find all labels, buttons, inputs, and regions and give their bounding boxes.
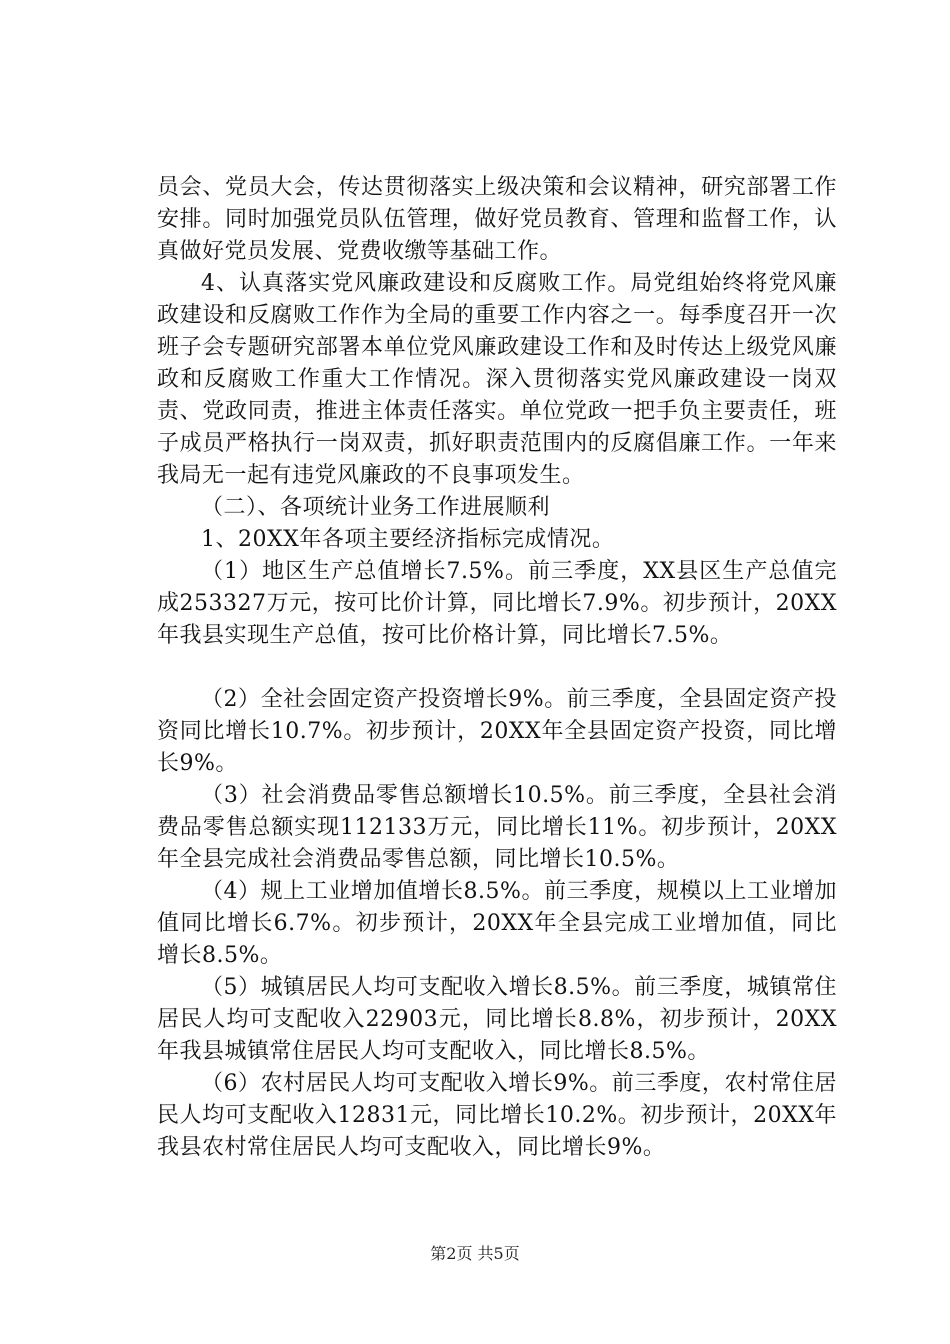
paragraph-item-4: 4、认真落实党风廉政建设和反腐败工作。局党组始终将党风廉政建设和反腐败工作作为全局的重要工作内容之一。每季度召开一次班子会专题研究部署本单位党风廉政建设工作和及时传达上级党风廉政和反腐败工作重大工作情况。深入贯彻落实党风廉政建设一岗双责、党政同责，推进主体责任落实。单位党政一把手负主要责任，班子成员严格执行一岗双责，抓好职责范围内的反腐倡廉工作。一年来我局无一起有违党风廉政的不良事项发生。	[157, 271, 837, 488]
section-heading: （二）、各项统计业务工作进展顺利	[201, 495, 551, 520]
paragraph-indicator-3: （3）社会消费品零售总额增长10.5%。前三季度，全县社会消费品零售总额实现112133万元，同比增长11%。初步预计，20XX年全县完成社会消费品零售总额，同比增长10.5%。	[157, 783, 837, 872]
document-body	[157, 172, 837, 1164]
page-number: 第2页 共5页	[430, 1244, 520, 1263]
paragraph-continuation: 员会、党员大会，传达贯彻落实上级决策和会议精神，研究部署工作安排。同时加强党员队伍管理，做好党员教育、管理和监督工作，认真做好党员发展、党费收缴等基础工作。	[157, 175, 837, 264]
paragraph-indicator-2: （2）全社会固定资产投资增长9%。前三季度，全县固定资产投资同比增长10.7%。初步预计，20XX年全县固定资产投资，同比增长9%。	[157, 687, 837, 776]
paragraph-indicator-5: （5）城镇居民人均可支配收入增长8.5%。前三季度，城镇常住居民人均可支配收入22903元，同比增长8.8%，初步预计，20XX年我县城镇常住居民人均可支配收入，同比增长8.5%。	[157, 975, 837, 1064]
paragraph-indicator-1: （1）地区生产总值增长7.5%。前三季度，XX县区生产总值完成253327万元，按可比价计算，同比增长7.9%。初步预计，20XX年我县实现生产总值，按可比价格计算，同比增长7.5%。	[157, 559, 837, 648]
paragraph-indicator-6: （6）农村居民人均可支配收入增长9%。前三季度，农村常住居民人均可支配收入12831元，同比增长10.2%。初步预计，20XX年我县农村常住居民人均可支配收入，同比增长9%。	[157, 1071, 837, 1160]
page-footer	[0, 1244, 950, 1264]
paragraph-indicator-4: （4）规上工业增加值增长8.5%。前三季度，规模以上工业增加值同比增长6.7%。初步预计，20XX年全县完成工业增加值，同比增长8.5%。	[157, 879, 837, 968]
subsection-heading: 1、20XX年各项主要经济指标完成情况。	[201, 527, 615, 552]
